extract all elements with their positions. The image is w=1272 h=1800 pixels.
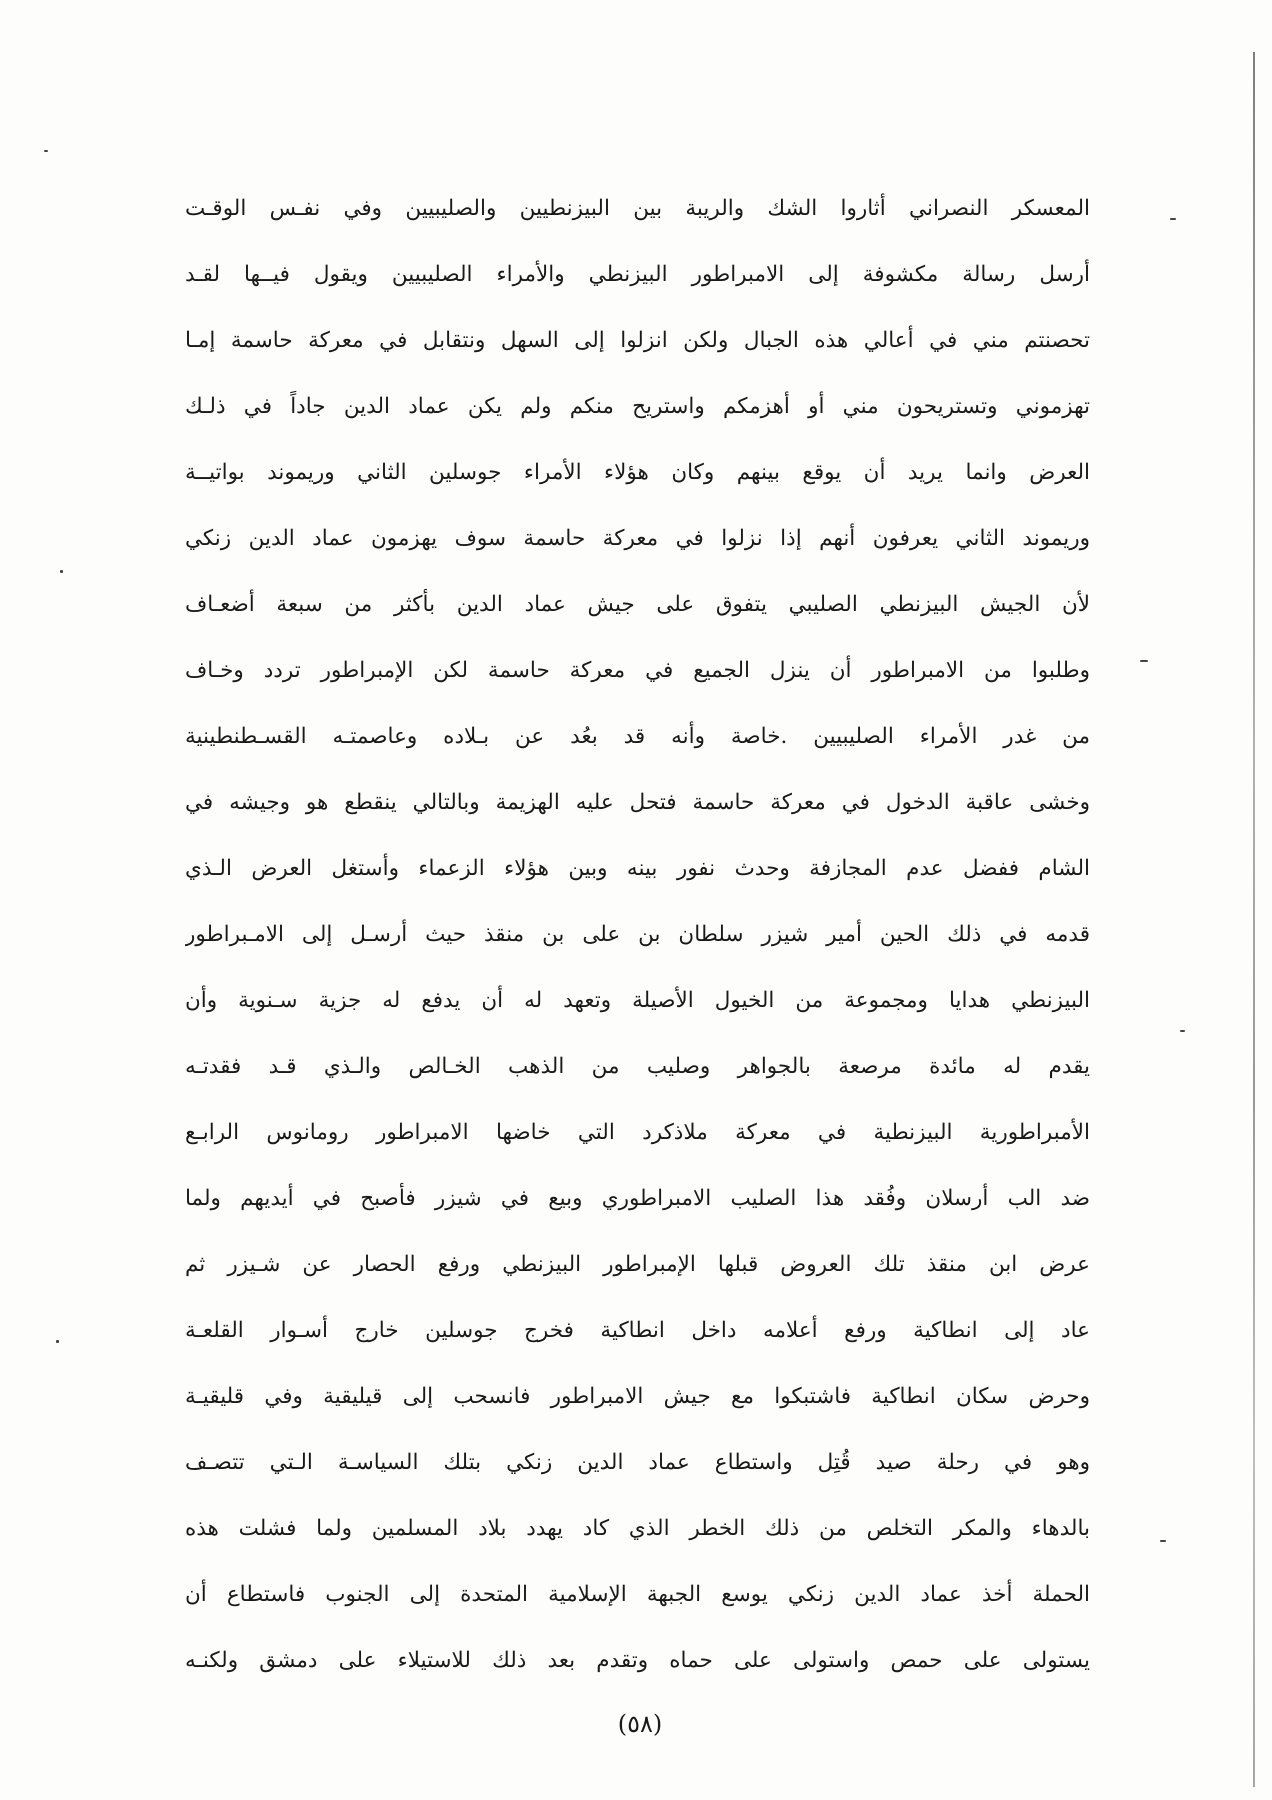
scan-speck [56,1340,59,1343]
text-line: أرسل رسالة مكشوفة إلى الامبراطور البيزنطي والأمراء الصليبيين ويقول فيــها لقـد [185,262,1090,287]
text-line: المعسكر النصراني أثاروا الشك والريبة بين البيزنطيين والصليبيين وفي نفـس الوقـت [185,196,1090,221]
scan-speck [1160,1540,1166,1542]
scan-speck [1140,660,1148,662]
text-line: يقدم له مائدة مرصعة بالجواهر وصليب من الذهب الخـالص والـذي قـد فقدتـه [185,1054,1090,1079]
scan-speck [60,570,63,573]
scan-speck [44,150,48,152]
text-line: البيزنطي هدايا ومجموعة من الخيول الأصيلة وتعهد له أن يدفع له جزية سـنوية وأن [185,988,1090,1013]
text-line: تحصنتم مني في أعالي هذه الجبال ولكن انزلوا إلى السهل ونتقابل في معركة حاسمة إمـا [185,328,1090,353]
scan-speck [1180,1030,1185,1032]
text-line: لأن الجيش البيزنطي الصليبي يتفوق على جيش عماد الدين بأكثر من سبعة أضعـاف [185,592,1090,617]
text-line: يستولى على حمص واستولى على حماه وتقدم بعد ذلك للاستيلاء على دمشق ولكنـه [185,1648,1090,1673]
text-line: وريموند الثاني يعرفون أنهم إذا نزلوا في معركة حاسمة سوف يهزمون عماد الدين زنكي [185,526,1090,551]
text-line: الحملة أخذ عماد الدين زنكي يوسع الجبهة الإسلامية المتحدة إلى الجنوب فاستطاع أن [185,1582,1090,1607]
scan-speck [1170,218,1176,220]
text-line: قدمه في ذلك الحين أمير شيزر سلطان بن على بن منقذ حيث أرسـل إلى الامـبراطور [185,922,1090,947]
page-number: (٥٨) [617,1710,663,1738]
text-line: عاد إلى انطاكية ورفع أعلامه داخل انطاكية فخرج جوسلين خارج أسـوار القلعـة [185,1318,1090,1343]
text-line: من غدر الأمراء الصليبيين .خاصة وأنه قد بعُد عن بـلاده وعاصمتـه القسـطنطينية [185,724,1090,749]
text-line: الأمبراطورية البيزنطية في معركة ملاذكرد التي خاضها الامبراطور رومانوس الرابـع [185,1120,1090,1145]
text-line: وهو في رحلة صيد قُتِل واستطاع عماد الدين زنكي بتلك السياسـة الـتي تتصـف [185,1450,1090,1475]
text-line: تهزموني وتستريحون مني أو أهزمكم واستريح منكم ولم يكن عماد الدين جاداً في ذلـك [185,394,1090,419]
text-line: الشام ففضل عدم المجازفة وحدث نفور بينه وبين هؤلاء الزعماء وأستغل العرض الـذي [185,856,1090,881]
text-line: وطلبوا من الامبراطور أن ينزل الجميع في معركة حاسمة لكن الإمبراطور تردد وخـاف [185,658,1090,683]
text-line: عرض ابن منقذ تلك العروض قبلها الإمبراطور البيزنطي ورفع الحصار عن شـيزر ثم [185,1252,1090,1277]
binding-edge-line [1253,52,1255,1787]
text-line: وحرض سكان انطاكية فاشتبكوا مع جيش الامبراطور فانسحب إلى قيليقية وفي قليقيـة [185,1384,1090,1409]
text-line: العرض وانما يريد أن يوقع بينهم وكان هؤلاء الأمراء جوسلين الثاني وريموند بواتيــة [185,460,1090,485]
text-line: بالدهاء والمكر التخلص من ذلك الخطر الذي كاد يهدد بلاد المسلمين ولما فشلت هذه [185,1516,1090,1541]
text-line: وخشى عاقبة الدخول في معركة حاسمة فتحل عليه الهزيمة وبالتالي ينقطع هو وجيشه في [185,790,1090,815]
body-text [185,176,1090,1694]
text-line: ضد الب أرسلان وفُقد هذا الصليب الامبراطوري وبيع في شيزر فأصبح في أيديهم ولما [185,1186,1090,1211]
